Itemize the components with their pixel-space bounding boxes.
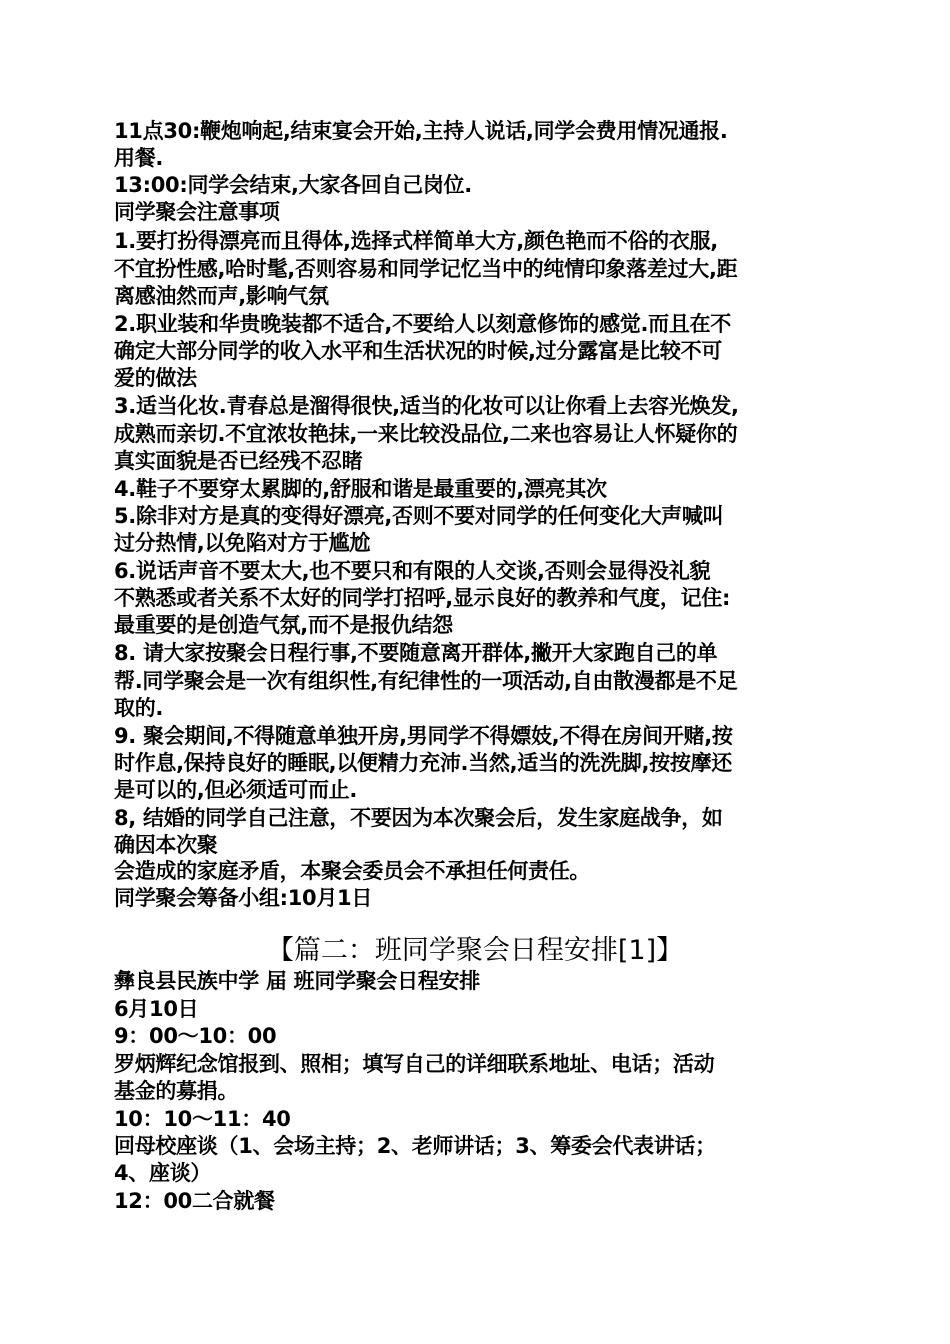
signature-line: 同学聚会筹备小组:10月1日 bbox=[114, 886, 373, 910]
section-title: 同学聚会注意事项 bbox=[114, 200, 280, 224]
text-line: 最重要的是创造气氛,而不是报仇结怨 bbox=[114, 613, 453, 637]
text-line: 爱的做法 bbox=[114, 366, 197, 390]
text-line: 11点30:鞭炮响起,结束宴会开始,主持人说话,同学会费用情况通报. bbox=[114, 119, 728, 143]
schedule-title: 彝良县民族中学 届 班同学聚会日程安排 bbox=[114, 969, 480, 993]
text-line: 不熟悉或者关系不太好的同学打招呼,显示良好的教养和气度，记住: bbox=[114, 586, 731, 610]
text-line: 真实面貌是否已经残不忍睹 bbox=[114, 449, 363, 473]
schedule-item: 回母校座谈（1、会场主持；2、老师讲话；3、筹委会代表讲话； bbox=[114, 1134, 716, 1158]
schedule-item: 12：00二合就餐 bbox=[114, 1189, 275, 1213]
text-line: 帮.同学聚会是一次有组织性,有纪律性的一项活动,自由散漫都是不足 bbox=[114, 669, 738, 693]
text-line: 离感油然而声,影响气氛 bbox=[114, 284, 329, 308]
text-line: 是可以的,但必须适可而止. bbox=[114, 778, 358, 802]
text-line: 5.除非对方是真的变得好漂亮,否则不要对同学的任何变化大声喊叫 bbox=[114, 504, 724, 528]
text-line: 确定大部分同学的收入水平和生活状况的时候,过分露富是比较不可 bbox=[114, 339, 722, 363]
text-line: 会造成的家庭矛盾，本聚会委员会不承担任何责任。 bbox=[114, 859, 591, 883]
section-heading: 【篇二：班同学聚会日程安排[1]】 bbox=[266, 935, 684, 967]
text-line: 13:00:同学会结束,大家各回自己岗位. bbox=[114, 173, 472, 197]
text-line: 2.职业装和华贵晚装都不适合,不要给人以刻意修饰的感觉.而且在不 bbox=[114, 312, 731, 336]
text-line: 确因本次聚 bbox=[114, 833, 218, 857]
text-line: 8. 请大家按聚会日程行事,不要随意离开群体,撇开大家跑自己的单 bbox=[114, 641, 718, 665]
schedule-item: 4、座谈） bbox=[114, 1161, 212, 1185]
text-line: 过分热情,以免陷对方于尴尬 bbox=[114, 531, 371, 555]
text-line: 6.说话声音不要太大,也不要只和有限的人交谈,否则会显得没礼貌 bbox=[114, 559, 711, 583]
text-line: 9. 聚会期间,不得随意单独开房,男同学不得嫖妓,不得在房间开赌,按 bbox=[114, 724, 733, 748]
schedule-time: 9：00～10：00 bbox=[114, 1024, 277, 1048]
text-line: 时作息,保持良好的睡眠,以便精力充沛.当然,适当的洗洗脚,按按摩还 bbox=[114, 751, 732, 775]
text-line: 用餐. bbox=[114, 146, 164, 170]
text-line: 8, 结婚的同学自己注意，不要因为本次聚会后，发生家庭战争，如 bbox=[114, 806, 723, 830]
text-line: 1.要打扮得漂亮而且得体,选择式样简单大方,颜色艳而不俗的衣服, bbox=[114, 229, 718, 253]
text-line: 3.适当化妆.青春总是溜得很快,适当的化妆可以让你看上去容光焕发, bbox=[114, 394, 739, 418]
schedule-time: 10：10～11：40 bbox=[114, 1107, 291, 1131]
text-line: 4.鞋子不要穿太累脚的,舒服和谐是最重要的,漂亮其次 bbox=[114, 477, 607, 501]
schedule-item: 罗炳辉纪念馆报到、照相；填写自己的详细联系地址、电话；活动 bbox=[114, 1052, 715, 1076]
text-line: 不宜扮性感,哈时髦,否则容易和同学记忆当中的纯情印象落差过大,距 bbox=[114, 257, 738, 281]
text-line: 成熟而亲切.不宜浓妆艳抹,一来比较没品位,二来也容易让人怀疑你的 bbox=[114, 422, 738, 446]
schedule-date: 6月10日 bbox=[114, 997, 199, 1021]
text-line: 取的. bbox=[114, 696, 164, 720]
schedule-item: 基金的募捐。 bbox=[114, 1079, 239, 1103]
